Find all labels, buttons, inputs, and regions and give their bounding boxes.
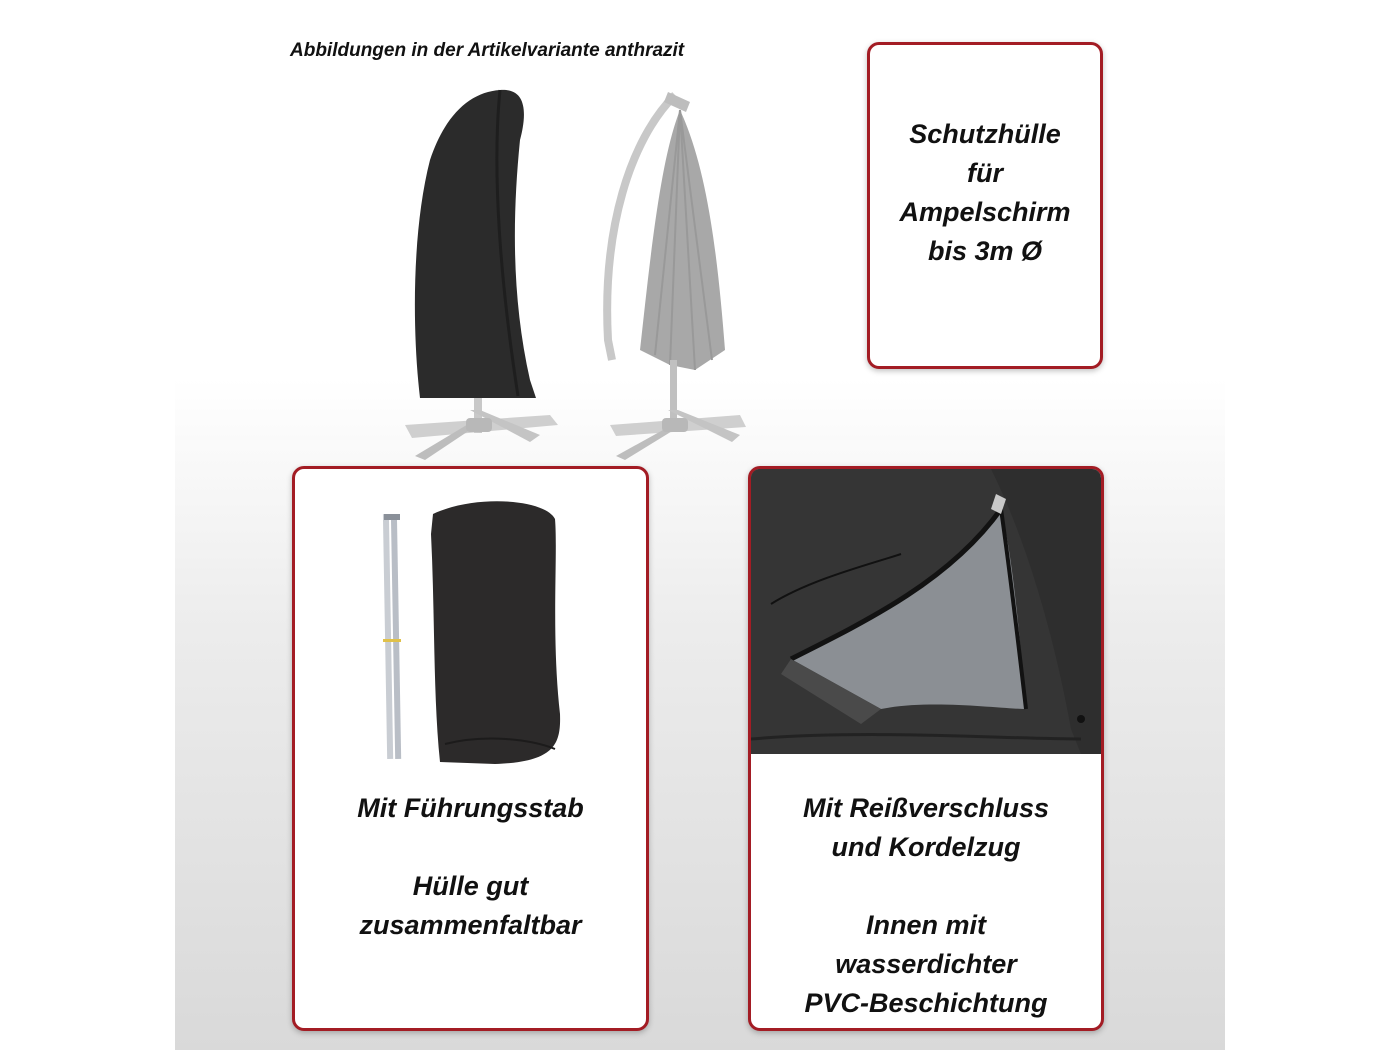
product-title-box <box>867 42 1103 369</box>
zipper-closeup-image <box>751 469 1101 754</box>
guide-rod-and-folded-cover-image <box>355 494 585 774</box>
covered-umbrella-image <box>400 80 580 470</box>
zipper-feature-text <box>751 789 1101 1023</box>
open-umbrella-image <box>590 80 760 470</box>
title-line-4: bis 3m Ø <box>927 236 1043 266</box>
feature-zipper-line-2: und Kordelzug <box>831 832 1021 862</box>
feature-foldable-line-2: zusammenfaltbar <box>359 910 582 940</box>
feature-zipper-line-1: Mit Reißverschluss <box>802 793 1050 823</box>
feature-guide-rod: Mit Führungsstab <box>357 793 584 823</box>
guide-rod-feature-text <box>295 789 646 945</box>
title-line-1: Schutzhülle <box>909 119 1061 149</box>
zipper-feature-box <box>748 466 1104 1031</box>
variant-caption: Abbildungen in der Artikelvariante anthrazit <box>290 40 685 61</box>
feature-pvc-line-1: Innen mit <box>866 910 986 940</box>
feature-pvc-line-3: PVC-Beschichtung <box>804 988 1048 1018</box>
feature-foldable-line-1: Hülle gut <box>412 871 529 901</box>
title-line-2: für <box>967 158 1003 188</box>
product-title <box>870 115 1100 271</box>
feature-pvc-line-2: wasserdichter <box>835 949 1017 979</box>
title-line-3: Ampelschirm <box>899 197 1071 227</box>
guide-rod-feature-box <box>292 466 649 1031</box>
